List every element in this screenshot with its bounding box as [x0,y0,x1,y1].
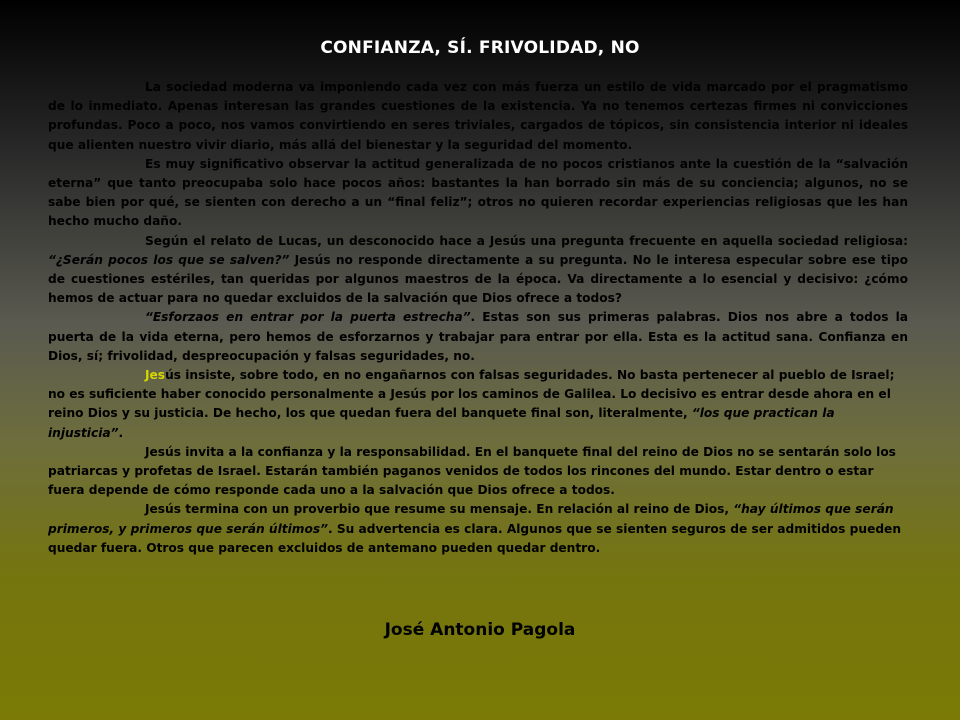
paragraph-4-quote: “Esforzaos en entrar por la puerta estrecha” [145,310,471,325]
paragraph-7-text-b: . Su advertencia es clara. Algunos que se sienten seguros de ser admitidos pueden quedar fuera. Otros que parecen excluidos de antemano pueden quedar dentro. [48,521,902,555]
paragraph-4 [48,308,908,366]
body-text [48,78,908,558]
paragraph-3-text-b: Jesús no responde directamente a su pregunta. No le interesa especular sobre ese tipo de cuestiones estériles, tan queridas por algunos maestros de la época. Va directamente a lo esencial y decisivo: ¿cómo hemos de actuar para no quedar excluidos de la salvación que Dios ofrece a todos? [48,252,908,306]
paragraph-7 [48,500,908,558]
page-title: CONFIANZA, SÍ. FRIVOLIDAD, NO [320,38,640,58]
paragraph-7-text-a: Jesús termina con un proverbio que resume su mensaje. En relación al reino de Dios, [145,502,734,517]
paragraph-5 [48,366,908,443]
paragraph-3-text-a: Según el relato de Lucas, un desconocido hace a Jesús una pregunta frecuente en aquella sociedad religiosa: [145,233,908,248]
author-name: José Antonio Pagola [384,620,576,640]
paragraph-4-text: . Estas son sus primeras palabras. Dios nos abre a todos la puerta de la vida eterna, pero hemos de esforzarnos y trabajar para entrar por ella. Esta es la actitud sana. Confianza en Dios, sí; frivolidad, despreocupación y falsas seguridades, no. [48,310,909,363]
paragraph-2: Es muy significativo observar la actitud generalizada de no pocos cristianos ante la cuestión de la “salvación eterna” que tanto preocupaba solo hace pocos años: bastantes la han borrado sin más de su conciencia; algunos, no se sabe bien por qué, se sienten con derecho a un “final feliz”; otros no quieren recordar experiencias religiosas que les han hecho mucho daño. [48,156,908,229]
paragraph-5-quote: “los que practican la injusticia” [48,406,835,440]
paragraph-5-text-a: ús insiste, sobre todo, en no engañarnos con falsas seguridades. No basta pertenecer al pueblo de Israel; no es suficiente haber conocido personalmente a Jesús por los caminos de Galilea. Lo decisivo es entrar desde ahora en el reino Dios y su justicia. De hecho, los que quedan fuera del banquete final son, literalmente, [48,368,895,421]
paragraph-5-text-b: . [118,425,124,440]
paragraph-6: Jesús invita a la confianza y la responsabilidad. En el banquete final del reino de Dios no se sentarán solo los patriarcas y profetas de Israel. Estarán también paganos venidos de todos los rincones del mundo. Estar dentro o estar fuera depende de cómo responde cada uno a la salvación que Dios ofrece a todos. [48,444,896,498]
paragraph-1: La sociedad moderna va imponiendo cada vez con más fuerza un estilo de vida marcado por el pragmatismo de lo inmediato. Apenas interesan las grandes cuestiones de la existencia. Ya no tenemos certezas firmes ni convicciones profundas. Poco a poco, nos vamos convirtiendo en seres triviales, cargados de tópicos, sin consistencia interior ni ideales que alienten nuestro vivir diario, más allá del bienestar y la seguridad del momento. [48,80,908,152]
paragraph-3 [48,232,908,309]
paragraph-5-highlight: Jes [145,368,166,383]
paragraph-7-quote: “hay últimos que serán primeros, y primeros que serán últimos” [48,502,894,536]
paragraph-3-quote: “¿Serán pocos los que se salven?” [48,252,290,267]
